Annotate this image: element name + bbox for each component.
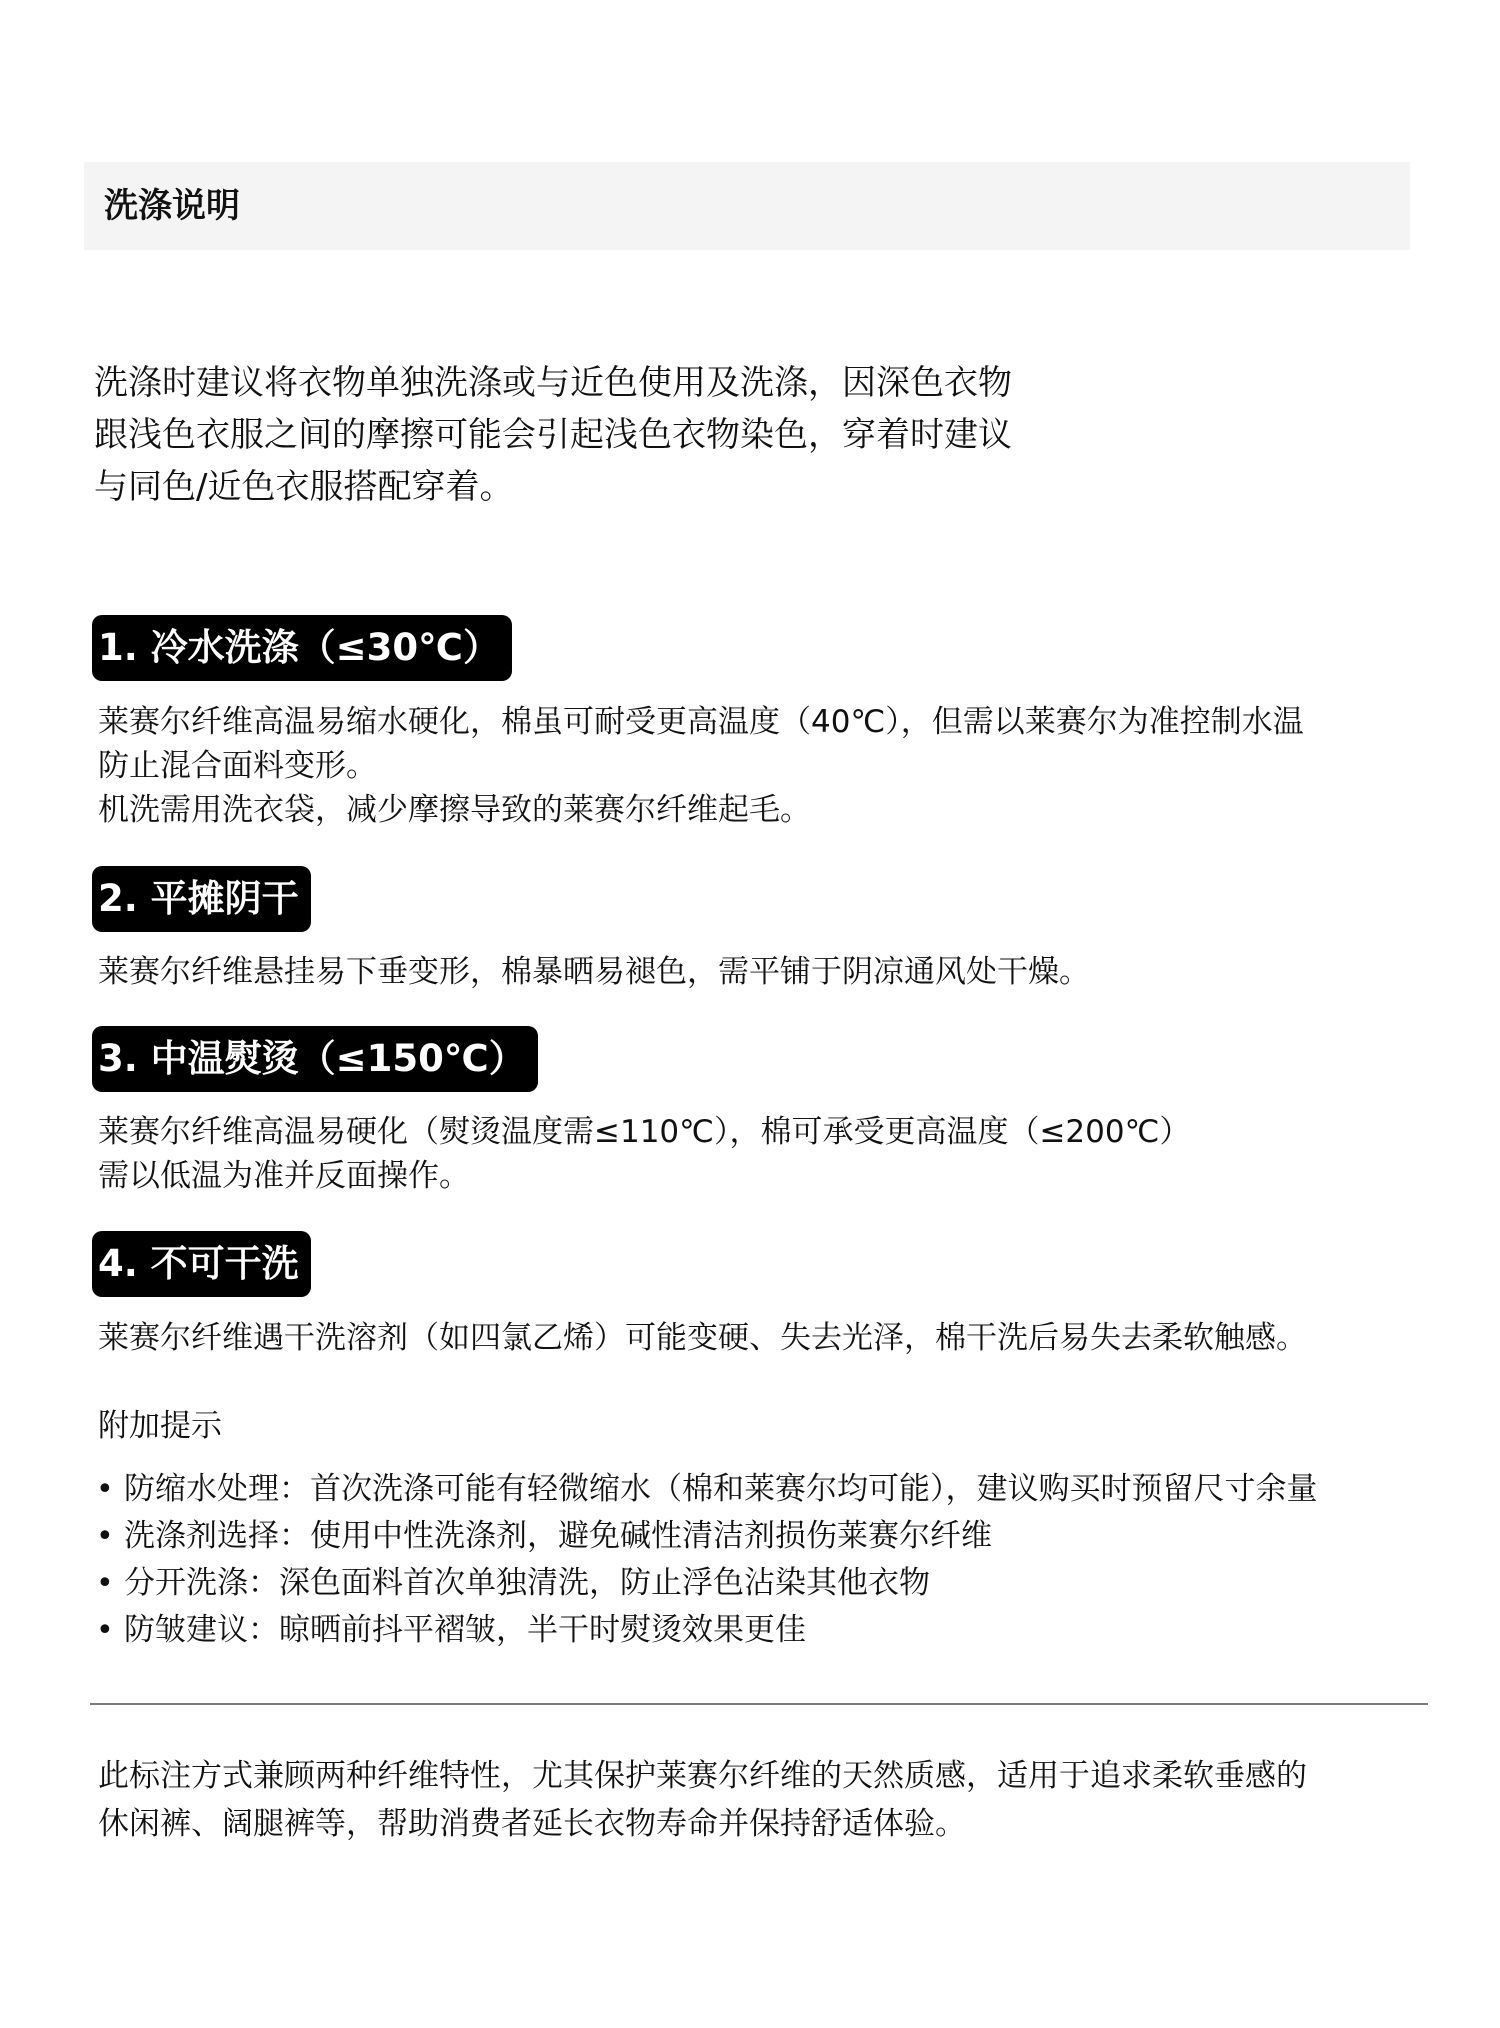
intro-line: 与同色/近色衣服搭配穿着。 <box>94 467 514 507</box>
header-bar <box>84 162 1410 250</box>
section-3-text <box>98 1110 1428 1198</box>
tip-text: 防缩水处理：首次洗涤可能有轻微缩水（棉和莱赛尔均可能），建议购买时预留尺寸余量 <box>124 1471 1318 1507</box>
tip-text: 分开洗涤：深色面料首次单独清洗，防止浮色沾染其他衣物 <box>124 1565 930 1601</box>
bullet-icon: • <box>96 1472 114 1507</box>
list-item <box>96 1513 1446 1560</box>
bullet-icon: • <box>96 1613 114 1648</box>
footer-note <box>98 1752 1438 1848</box>
divider <box>90 1703 1428 1705</box>
tip-text: 洗涤剂选择：使用中性洗涤剂，避免碱性清洁剂损伤莱赛尔纤维 <box>124 1518 992 1554</box>
footer-line: 休闲裤、阔腿裤等，帮助消费者延长衣物寿命并保持舒适体验。 <box>98 1806 966 1842</box>
section-2-text <box>98 950 1428 994</box>
section-3-line: 需以低温为准并反面操作。 <box>98 1158 470 1194</box>
section-1-text <box>98 700 1428 832</box>
bullet-icon: • <box>96 1566 114 1601</box>
list-item <box>96 1466 1446 1513</box>
footer-line: 此标注方式兼顾两种纤维特性，尤其保护莱赛尔纤维的天然质感，适用于追求柔软垂感的 <box>98 1758 1307 1794</box>
section-3-badge: 3. 中温熨烫（≤150℃） <box>92 1026 538 1092</box>
tips-list <box>96 1466 1446 1654</box>
bullet-icon: • <box>96 1519 114 1554</box>
section-4-line: 莱赛尔纤维遇干洗溶剂（如四氯乙烯）可能变硬、失去光泽，棉干洗后易失去柔软触感。 <box>98 1320 1307 1356</box>
intro-paragraph <box>94 357 1114 513</box>
section-1-line: 防止混合面料变形。 <box>98 748 377 784</box>
page-title: 洗涤说明 <box>104 186 240 226</box>
section-4-badge: 4. 不可干洗 <box>92 1231 311 1297</box>
intro-line: 跟浅色衣服之间的摩擦可能会引起浅色衣物染色，穿着时建议 <box>94 415 1012 455</box>
list-item <box>96 1607 1446 1654</box>
section-1-line: 机洗需用洗衣袋，减少摩擦导致的莱赛尔纤维起毛。 <box>98 792 811 828</box>
section-4-text <box>98 1316 1428 1360</box>
section-2-badge: 2. 平摊阴干 <box>92 866 311 932</box>
section-3-line: 莱赛尔纤维高温易硬化（熨烫温度需≤110℃），棉可承受更高温度（≤200℃） <box>98 1114 1191 1150</box>
tip-text: 防皱建议：晾晒前抖平褶皱，半干时熨烫效果更佳 <box>124 1612 806 1648</box>
section-2-line: 莱赛尔纤维悬挂易下垂变形，棉暴晒易褪色，需平铺于阴凉通风处干燥。 <box>98 954 1090 990</box>
tips-title: 附加提示 <box>98 1408 222 1444</box>
list-item <box>96 1560 1446 1607</box>
section-1-line: 莱赛尔纤维高温易缩水硬化，棉虽可耐受更高温度（40℃），但需以莱赛尔为准控制水温 <box>98 704 1304 740</box>
section-1-badge: 1. 冷水洗涤（≤30℃） <box>92 615 512 681</box>
intro-line: 洗涤时建议将衣物单独洗涤或与近色使用及洗涤，因深色衣物 <box>94 363 1012 403</box>
